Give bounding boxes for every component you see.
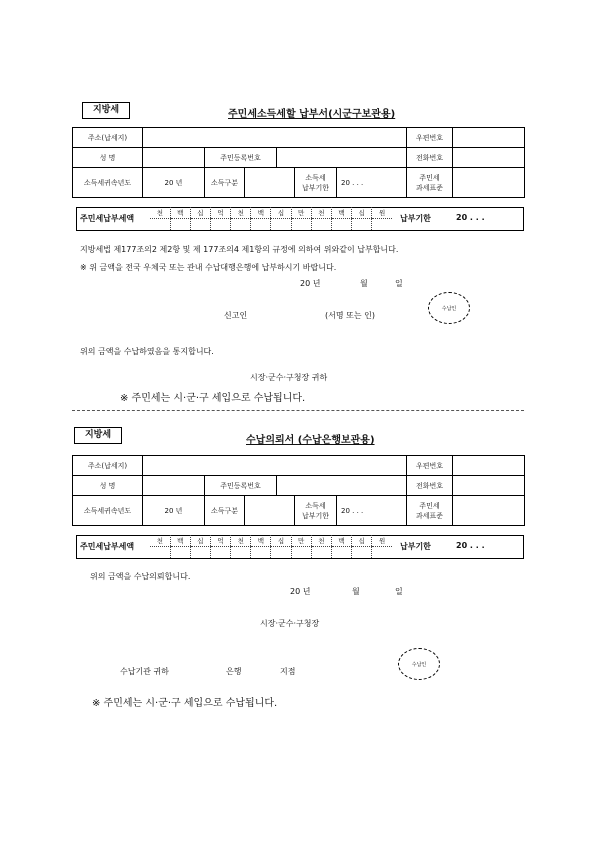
base-field[interactable] xyxy=(453,168,525,198)
digit-input[interactable] xyxy=(190,547,210,559)
type-label: 소득구분 xyxy=(205,496,245,526)
digit-input[interactable] xyxy=(150,219,170,231)
year-field[interactable]: 20 년 xyxy=(143,168,205,198)
digit-place-label: 천 xyxy=(150,207,170,219)
digit-input[interactable] xyxy=(352,219,372,231)
bottom-info-table-row3 xyxy=(72,495,525,526)
digit-input[interactable] xyxy=(150,547,170,559)
digit-place-label: 십 xyxy=(352,535,372,547)
top-date-year[interactable]: 20 년 xyxy=(300,279,321,288)
digit-input[interactable] xyxy=(291,547,311,559)
digit-place-label: 백 xyxy=(170,207,190,219)
top-title: 주민세소득세할 납부서(시군구보관용) xyxy=(228,109,396,120)
bottom-amount-label: 주민세납부세액 xyxy=(80,542,135,551)
top-due-label: 납부기한 xyxy=(400,214,431,223)
base-label: 주민세 과세표준 xyxy=(407,496,453,526)
address-field[interactable] xyxy=(143,456,407,476)
type-label: 소득구분 xyxy=(205,168,245,198)
top-digit-boxes xyxy=(150,207,392,230)
digit-input[interactable] xyxy=(251,547,271,559)
bank-label[interactable]: 은행 xyxy=(226,667,242,676)
digit-input[interactable] xyxy=(372,547,392,559)
digit-place-label: 백 xyxy=(331,207,351,219)
digit-place-label: 만 xyxy=(291,535,311,547)
digit-input[interactable] xyxy=(372,219,392,231)
top-tag: 지방세 xyxy=(82,102,130,119)
top-date-day[interactable]: 일 xyxy=(395,279,403,288)
postal-label: 우편번호 xyxy=(407,456,453,476)
bottom-mayor-text: 시장·군수·구청장 xyxy=(260,619,320,628)
digit-place-label: 원 xyxy=(372,207,392,219)
address-field[interactable] xyxy=(143,128,407,148)
year-label: 소득세귀속년도 xyxy=(73,168,143,198)
digit-input[interactable] xyxy=(210,547,230,559)
name-label: 성 명 xyxy=(73,148,143,168)
bottom-tag: 지방세 xyxy=(74,427,122,444)
digit-place-label: 백 xyxy=(170,535,190,547)
digit-place-label: 원 xyxy=(372,535,392,547)
bottom-digit-boxes xyxy=(150,535,392,558)
digit-place-label: 백 xyxy=(331,535,351,547)
digit-place-label: 백 xyxy=(251,207,271,219)
top-info-table-row3 xyxy=(72,167,525,198)
request-text: 위의 금액을 수납의뢰합니다. xyxy=(90,572,191,581)
bank-to-text: 수납기관 귀하 xyxy=(120,667,169,676)
address-label: 주소(납세지) xyxy=(73,128,143,148)
digit-place-label: 백 xyxy=(251,535,271,547)
digit-place-label: 억 xyxy=(210,535,230,547)
digit-place-label: 십 xyxy=(352,207,372,219)
digit-input[interactable] xyxy=(331,547,351,559)
mayor-text: 시장·군수·구청장 귀하 xyxy=(250,373,328,382)
digit-input[interactable] xyxy=(271,219,291,231)
postal-field[interactable] xyxy=(453,128,525,148)
bottom-info-table xyxy=(72,455,525,496)
phone-label: 전화번호 xyxy=(407,476,453,496)
digit-input[interactable] xyxy=(311,547,331,559)
digit-place-label: 천 xyxy=(311,207,331,219)
digit-input[interactable] xyxy=(331,219,351,231)
digit-input[interactable] xyxy=(271,547,291,559)
top-date-month[interactable]: 월 xyxy=(360,279,368,288)
name-field[interactable] xyxy=(143,476,205,496)
deadline-label: 소득세 납부기한 xyxy=(295,496,337,526)
base-field[interactable] xyxy=(453,496,525,526)
name-label: 성 명 xyxy=(73,476,143,496)
bottom-due-label: 납부기한 xyxy=(400,542,431,551)
bottom-seal-stamp: 수납인 xyxy=(398,648,440,680)
digit-input[interactable] xyxy=(352,547,372,559)
top-seal-stamp: 수납인 xyxy=(428,292,470,324)
digit-input[interactable] xyxy=(231,219,251,231)
rrn-field[interactable] xyxy=(277,148,407,168)
deadline-label: 소득세 납부기한 xyxy=(295,168,337,198)
top-due-value[interactable]: 20 . . . xyxy=(456,213,485,222)
name-field[interactable] xyxy=(143,148,205,168)
received-text: 위의 금액을 수납하였음을 통지합니다. xyxy=(80,347,214,356)
digit-input[interactable] xyxy=(291,219,311,231)
base-label: 주민세 과세표준 xyxy=(407,168,453,198)
top-info-table xyxy=(72,127,525,168)
digit-place-label: 천 xyxy=(150,535,170,547)
digit-input[interactable] xyxy=(311,219,331,231)
bottom-bottom-note: ※ 주민세는 시·군·구 세입으로 수납됩니다. xyxy=(92,698,278,709)
year-field[interactable]: 20 년 xyxy=(143,496,205,526)
deadline-field[interactable]: 20 . . . xyxy=(337,496,407,526)
postal-label: 우편번호 xyxy=(407,128,453,148)
type-field[interactable] xyxy=(245,496,295,526)
digit-input[interactable] xyxy=(251,219,271,231)
digit-place-label: 십 xyxy=(271,535,291,547)
digit-input[interactable] xyxy=(170,547,190,559)
digit-place-label: 만 xyxy=(291,207,311,219)
bottom-date-year[interactable]: 20 년 xyxy=(290,587,311,596)
digit-input[interactable] xyxy=(231,547,251,559)
address-label: 주소(납세지) xyxy=(73,456,143,476)
digit-place-label: 천 xyxy=(231,535,251,547)
notice-text: ※ 위 금액을 전국 우체국 또는 관내 수납대행은행에 납부하시기 바랍니다. xyxy=(80,263,337,272)
reporter-label: 신고인 xyxy=(224,311,248,320)
rrn-label: 주민등록번호 xyxy=(205,148,277,168)
phone-field[interactable] xyxy=(453,148,525,168)
phone-label: 전화번호 xyxy=(407,148,453,168)
cut-line xyxy=(72,410,524,411)
digit-input[interactable] xyxy=(190,219,210,231)
rrn-label: 주민등록번호 xyxy=(205,476,277,496)
branch-label[interactable]: 지점 xyxy=(280,667,296,676)
bottom-title: 수납의뢰서 (수납은행보관용) xyxy=(246,435,375,446)
digit-place-label: 십 xyxy=(271,207,291,219)
phone-field[interactable] xyxy=(453,476,525,496)
bottom-date-day[interactable]: 일 xyxy=(395,587,403,596)
law-text: 지방세법 제177조의2 제2항 및 제 177조의4 제1항의 규정에 의하여 위와같이 납부합니다. xyxy=(80,245,399,254)
deadline-field[interactable]: 20 . . . xyxy=(337,168,407,198)
sign-label: (서명 또는 인) xyxy=(325,311,375,320)
bottom-due-value[interactable]: 20 . . . xyxy=(456,541,485,550)
type-field[interactable] xyxy=(245,168,295,198)
top-bottom-note: ※ 주민세는 시·군·구 세입으로 수납됩니다. xyxy=(120,393,306,404)
digit-place-label: 억 xyxy=(210,207,230,219)
digit-place-label: 십 xyxy=(190,535,210,547)
digit-place-label: 천 xyxy=(231,207,251,219)
bottom-date-month[interactable]: 월 xyxy=(352,587,360,596)
digit-place-label: 십 xyxy=(190,207,210,219)
digit-place-label: 천 xyxy=(311,535,331,547)
digit-input[interactable] xyxy=(170,219,190,231)
postal-field[interactable] xyxy=(453,456,525,476)
top-amount-label: 주민세납부세액 xyxy=(80,214,135,223)
rrn-field[interactable] xyxy=(277,476,407,496)
digit-input[interactable] xyxy=(210,219,230,231)
year-label: 소득세귀속년도 xyxy=(73,496,143,526)
